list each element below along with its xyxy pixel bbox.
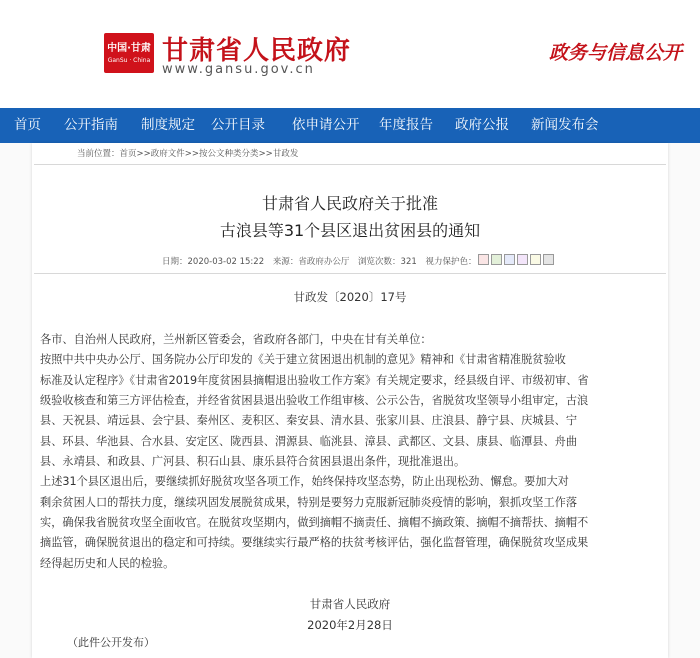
- body-paragraph-line: 经得起历史和人民的检验。: [40, 557, 175, 570]
- view-count: 浏览次数：321: [358, 257, 417, 267]
- nav-item-apply[interactable]: 依申请公开: [292, 117, 360, 133]
- body-paragraph-line: 标准及认定程序》《甘肃省2019年度贫困县摘帽退出验收工作方案》有关规定要求，经县级自评、市级初审、省: [40, 374, 589, 387]
- body-paragraph-line: 摘监管，确保脱贫退出的稳定和可持续。要继续实行最严格的扶贫考核评估，强化监督管理，确保脱贫攻坚成果: [40, 536, 589, 549]
- breadcrumb-label: 当前位置：: [77, 149, 120, 159]
- content-area: [0, 143, 700, 658]
- vision-color-swatch-yellow[interactable]: [530, 254, 541, 265]
- body-paragraph-line: 县、永靖县、和政县、广河县、积石山县、康乐县符合贫困县退出条件，现批准退出。: [40, 455, 466, 468]
- body-paragraph-line: 县、天祝县、靖远县、会宁县、秦州区、麦积区、秦安县、清水县、张家川县、庄浪县、静宁县、庆城县、宁: [40, 414, 578, 427]
- meta-divider: [34, 273, 666, 274]
- vision-color-swatch-green[interactable]: [491, 254, 502, 265]
- body-paragraph-line: 剩余贫困人口的帮扶力度，继续巩固发展脱贫成果，特别是要努力克服新冠肺炎疫情的影响，狠抓攻坚工作落: [40, 496, 578, 509]
- vision-color-swatch-pink[interactable]: [478, 254, 489, 265]
- site-url: www.gansu.gov.cn: [162, 62, 315, 77]
- nav-item-guide[interactable]: 公开指南: [64, 117, 118, 133]
- body-paragraph-line: 级验收核查和第三方评估检查，并经省贫困县退出验收工作组审核、公示公告，省脱贫攻坚领导小组审定，古浪: [40, 394, 589, 407]
- vision-color-swatch-gray[interactable]: [543, 254, 554, 265]
- breadcrumb-doc-type[interactable]: 按公文种类分类: [199, 149, 259, 159]
- breadcrumb-gzf[interactable]: 甘政发: [272, 149, 299, 159]
- document-source: 来源：省政府办公厅: [272, 257, 350, 267]
- body-paragraph-line: 县、环县、华池县、合水县、安定区、陇西县、渭源县、临洮县、漳县、武都区、文县、康县、临潭县、舟曲: [40, 435, 578, 448]
- nav-item-catalog[interactable]: 公开目录: [211, 117, 265, 133]
- document-number: 甘政发〔2020〕17号: [293, 290, 407, 304]
- body-paragraph-line: 上述31个县区退出后，要继续抓好脱贫攻坚各项工作，始终保持攻坚态势，防止出现松劲、懈怠。要加大对: [40, 475, 569, 488]
- breadcrumb-gov-docs[interactable]: 政府文件: [150, 149, 185, 159]
- breadcrumb-sep: >>: [184, 149, 200, 159]
- nav-item-gazette[interactable]: 政府公报: [455, 117, 509, 133]
- logo-subtext: GanSu · China: [107, 57, 151, 64]
- document-panel: [32, 143, 668, 658]
- vision-label: 视力保护色：: [425, 257, 477, 267]
- body-paragraph-line: 各市、自治州人民政府，兰州新区管委会，省政府各部门，中央在甘有关单位：: [40, 333, 432, 346]
- breadcrumb: [77, 147, 298, 159]
- site-logo[interactable]: [104, 33, 154, 73]
- nav-item-press[interactable]: 新闻发布会: [531, 117, 599, 133]
- nav-item-annual-report[interactable]: 年度报告: [379, 117, 433, 133]
- site-title: 甘肃省人民政府: [162, 36, 352, 66]
- document-meta: [162, 254, 556, 267]
- nav-item-home[interactable]: 首页: [14, 117, 41, 133]
- breadcrumb-sep: >>: [258, 149, 273, 159]
- nav-item-regulations[interactable]: 制度规定: [141, 117, 195, 133]
- site-header: [0, 0, 700, 108]
- vision-color-swatch-purple[interactable]: [517, 254, 528, 265]
- header-slogan: 政务与信息公开: [548, 42, 682, 64]
- signature-org: 甘肃省人民政府: [309, 597, 391, 611]
- publication-note: （此件公开发布）: [67, 636, 155, 649]
- body-paragraph-line: 按照中共中央办公厅、国务院办公厅印发的《关于建立贫困退出机制的意见》精神和《甘肃省精准脱贫验收: [40, 353, 566, 366]
- top-divider: [34, 164, 666, 165]
- main-nav: [0, 108, 700, 143]
- signature-date: 2020年2月28日: [307, 618, 393, 632]
- publish-date: 日期：2020-03-02 15:22: [162, 257, 265, 267]
- vision-color-swatch-blue[interactable]: [504, 254, 515, 265]
- body-paragraph-line: 实，确保我省脱贫攻坚全面收官。在脱贫攻坚期内，做到摘帽不摘责任、摘帽不摘政策、摘帽不摘帮扶、摘帽不: [40, 516, 589, 529]
- logo-text: 中国·甘肃: [107, 43, 151, 54]
- breadcrumb-home[interactable]: 首页: [119, 149, 137, 159]
- document-title-line2: 古浪县等31个县区退出贫困县的通知: [219, 221, 481, 240]
- breadcrumb-sep: >>: [136, 149, 151, 159]
- document-title-line1: 甘肃省人民政府关于批准: [261, 194, 438, 213]
